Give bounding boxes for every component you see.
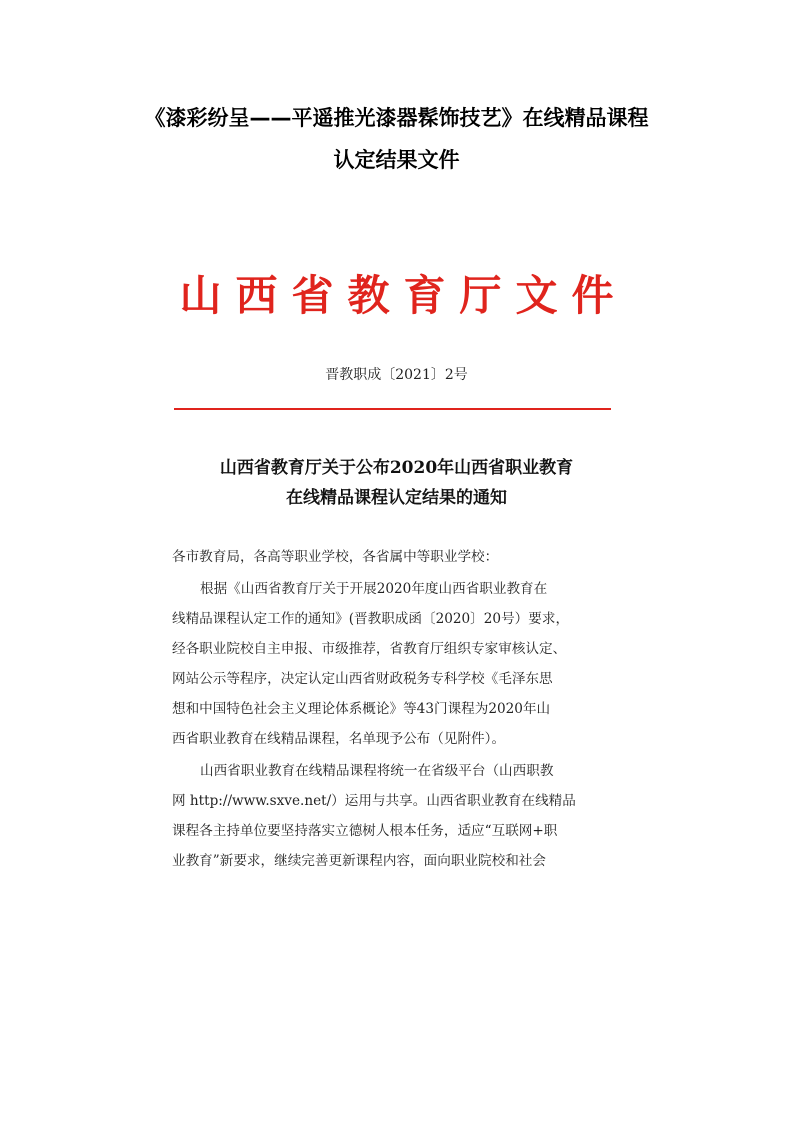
body-line: 课程各主持单位要坚持落实立德树人根本任务，适应“互联网+职 [172,823,558,839]
body-line: 线精品课程认定工作的通知》(晋教职成函〔2020〕20号）要求， [172,611,570,627]
document-title-line-2: 认定结果文件 [333,148,460,172]
body-line: 经各职业院校自主申报、市级推荐，省教育厅组织专家审核认定、 [172,641,567,657]
body-line: 网 http://www.sxve.net/）运用与共享。山西省职业教育在线精品 [172,793,576,809]
document-title-line-1: 《漆彩纷呈——平遥推光漆器髹饰技艺》在线精品课程 [144,106,649,130]
official-document-header: 山西省教育厅文件 [179,271,628,320]
notice-title-line-1: 山西省教育厅关于公布2020年山西省职业教育 [219,458,574,478]
body-line: 西省职业教育在线精品课程，名单现予公布（见附件）。 [172,731,506,747]
document-number: 晋教职成〔2021〕2号 [325,367,468,383]
body-line: 想和中国特色社会主义理论体系概论》等43门课程为2020年山 [172,701,551,717]
body-line: 各市教育局，各高等职业学校，各省属中等职业学校： [172,549,499,565]
red-divider-line [174,408,611,410]
notice-title-line-2: 在线精品课程认定结果的通知 [286,488,507,508]
body-line: 业教育”新要求，继续完善更新课程内容，面向职业院校和社会 [172,853,546,869]
body-line: 网站公示等程序，决定认定山西省财政税务专科学校《毛泽东思 [172,671,553,687]
body-line: 根据《山西省教育厅关于开展2020年度山西省职业教育在 [200,581,548,597]
body-line: 山西省职业教育在线精品课程将统一在省级平台（山西职教 [200,763,554,779]
